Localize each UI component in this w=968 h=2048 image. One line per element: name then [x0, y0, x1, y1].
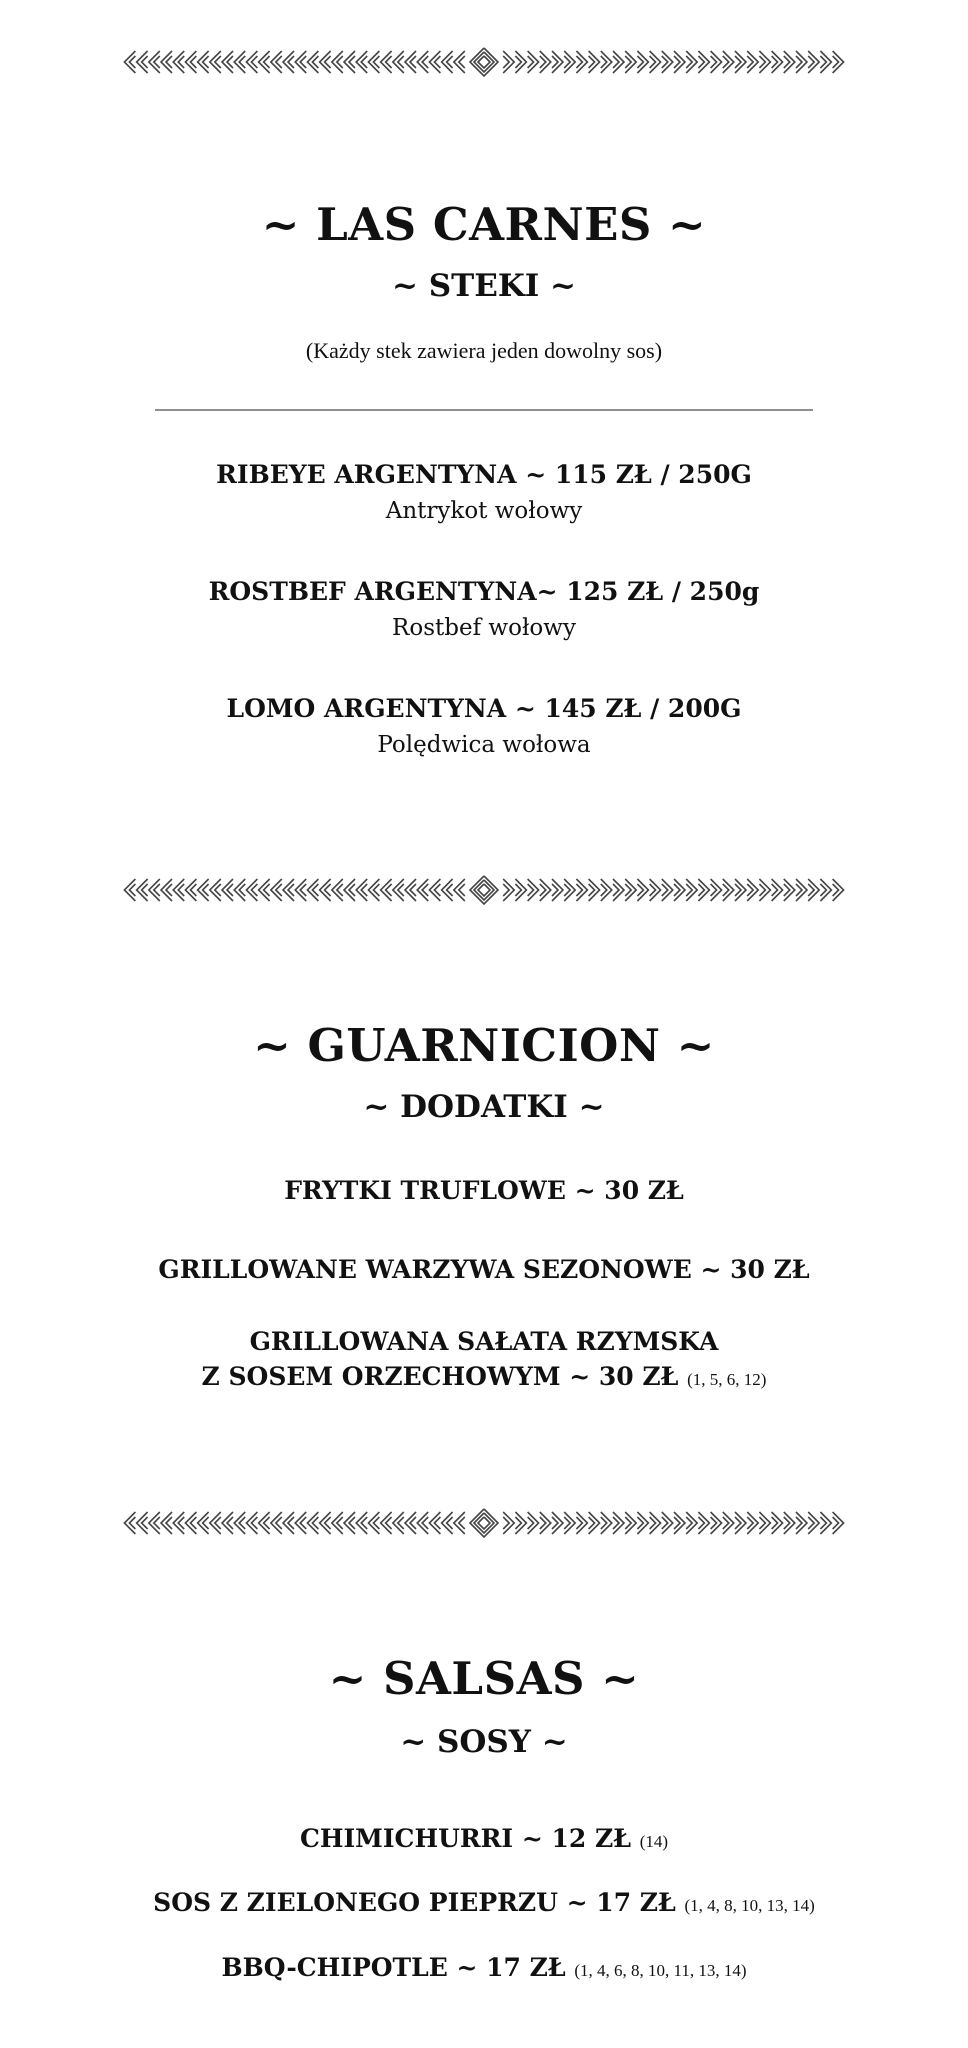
allergen-codes: (14) — [639, 1832, 669, 1851]
menu-item-title: LOMO ARGENTYNA ~ 145 ZŁ / 200G — [226, 694, 742, 723]
allergen-codes: (1, 5, 6, 12) — [687, 1370, 767, 1389]
section-title-guarnicion: ~ GUARNICION ~ — [253, 1019, 715, 1072]
menu-item-description: Rostbef wołowy — [392, 615, 576, 641]
menu-item-title: RIBEYE ARGENTYNA ~ 115 ZŁ / 250G — [216, 460, 752, 489]
menu-item-title: GRILLOWANA SAŁATA RZYMSKA — [249, 1327, 719, 1356]
steak-sauce-note: (Każdy stek zawiera jeden dowolny sos) — [305, 338, 663, 363]
section-title-salsas: ~ SALSAS ~ — [328, 1652, 640, 1705]
menu-item-title-text: SOS Z ZIELONEGO PIEPRZU ~ 17 ZŁ — [153, 1888, 676, 1917]
allergen-codes: (1, 4, 6, 8, 10, 11, 13, 14) — [574, 1961, 747, 1980]
section-subtitle-sosy: ~ SOSY ~ — [400, 1724, 568, 1760]
menu-item-title — [0, 1955, 968, 1980]
chevron-ornament-icon — [122, 1506, 846, 1540]
menu-item-title-line: Z SOSEM ORZECHOWYM ~ 30 ZŁ — [201, 1362, 679, 1391]
section-subtitle-steki: ~ STEKI ~ — [391, 268, 577, 304]
section-rule — [155, 409, 813, 411]
menu-item-description: Polędwica wołowa — [377, 732, 591, 758]
allergen-codes: (1, 4, 8, 10, 13, 14) — [684, 1896, 815, 1915]
section-title-carnes: ~ LAS CARNES ~ — [261, 198, 707, 251]
ornament-divider-middle — [0, 873, 968, 907]
menu-item-title — [0, 1364, 968, 1389]
menu-item-title — [0, 1826, 968, 1851]
ornament-divider-top — [0, 45, 968, 79]
menu-item-title: ROSTBEF ARGENTYNA~ 125 ZŁ / 250g — [208, 577, 760, 606]
section-subtitle-dodatki: ~ DODATKI ~ — [363, 1089, 605, 1125]
ornament-divider-bottom — [0, 1506, 968, 1540]
menu-item-title-text: CHIMICHURRI ~ 12 ZŁ — [299, 1824, 631, 1853]
chevron-ornament-icon — [122, 45, 846, 79]
chevron-ornament-icon — [122, 873, 846, 907]
menu-item-description: Antrykot wołowy — [385, 498, 583, 524]
menu-item-title-text: BBQ-CHIPOTLE ~ 17 ZŁ — [221, 1953, 566, 1982]
menu-item-title — [0, 1890, 968, 1915]
menu-item-title: FRYTKI TRUFLOWE ~ 30 ZŁ — [284, 1176, 684, 1205]
menu-item-title: GRILLOWANE WARZYWA SEZONOWE ~ 30 ZŁ — [158, 1255, 810, 1284]
